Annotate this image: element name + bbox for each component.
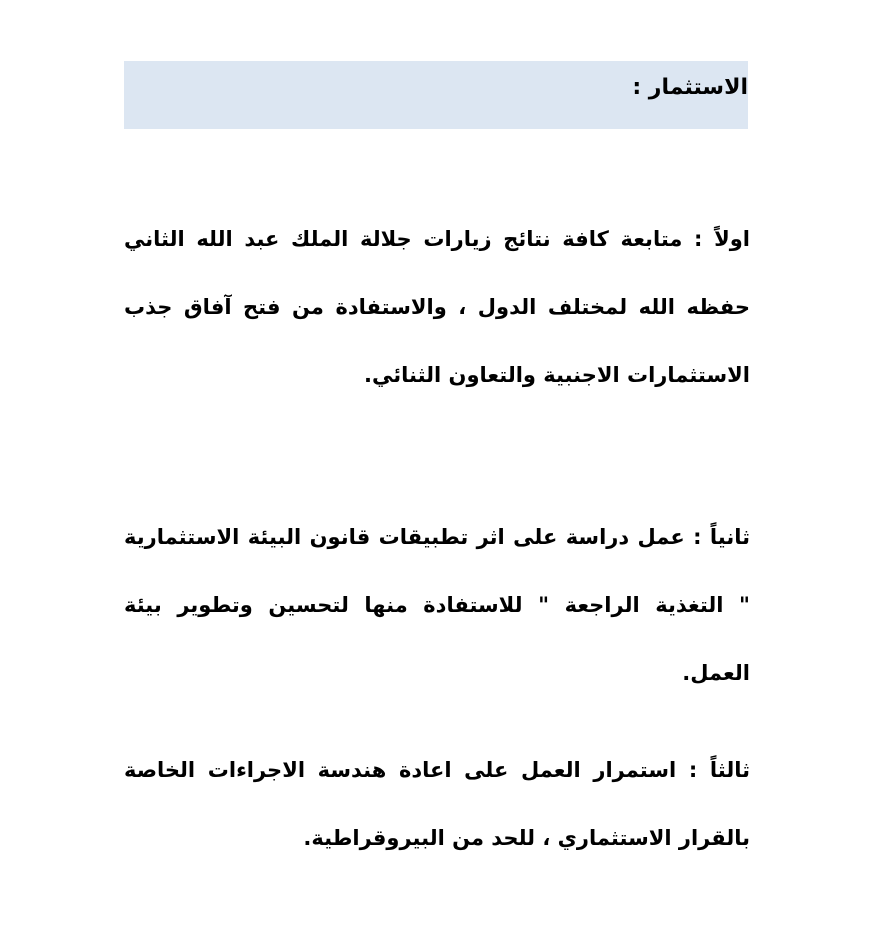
paragraph-third: ثالثاً : استمرار العمل على اعادة هندسة الاجراءات الخاصة بالقرار الاستثماري ، للحد من البيروقراطية.: [124, 758, 750, 850]
section-heading-box: [124, 61, 748, 129]
paragraph-second: ثانياً : عمل دراسة على اثر تطبيقات قانون البيئة الاستثمارية " التغذية الراجعة " للاستفادة منها لتحسين وتطوير بيئة العمل.: [124, 525, 750, 685]
section-heading: الاستثمار :: [632, 75, 748, 100]
paragraph-first: اولاً : متابعة كافة نتائج زيارات جلالة الملك عبد الله الثاني حفظه الله لمختلف الدول ، والاستفادة من فتح آفاق جذب الاستثمارات الاجنبية والتعاون الثنائي.: [124, 227, 750, 387]
